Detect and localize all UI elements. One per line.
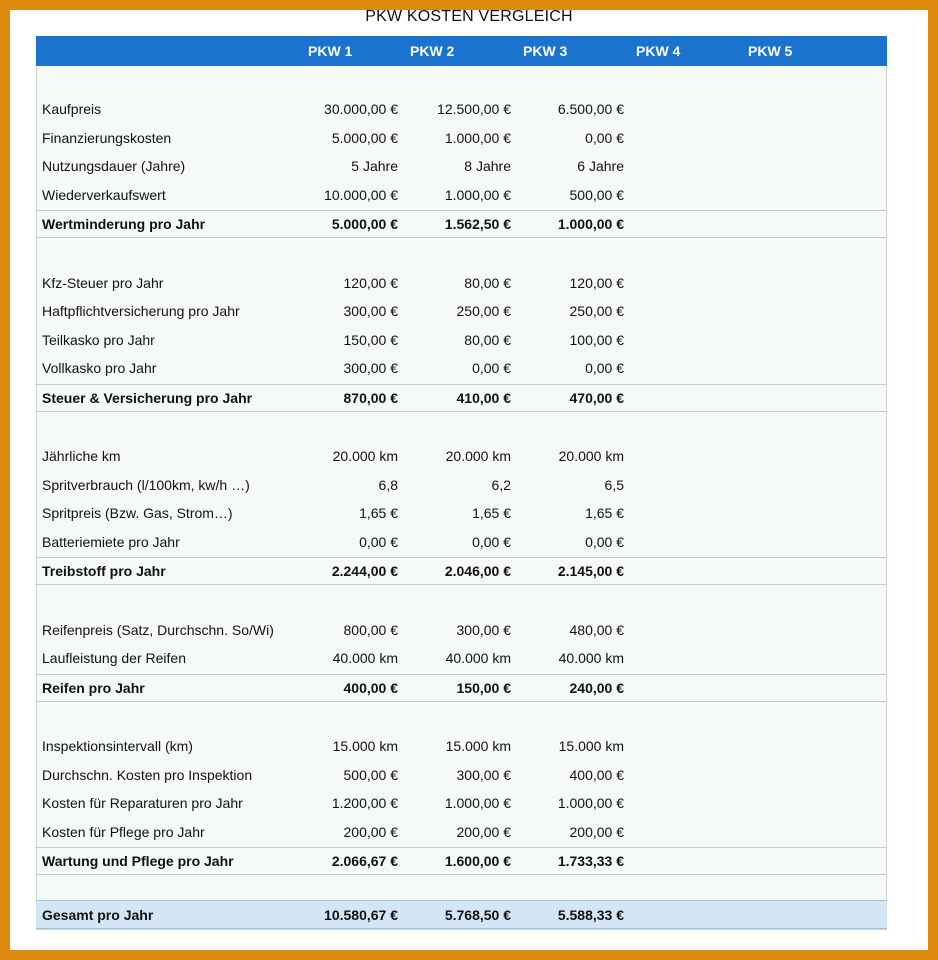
cell-pkw-3[interactable]: 2.145,00 € bbox=[557, 563, 624, 579]
row-label[interactable]: Wartung und Pflege pro Jahr bbox=[42, 853, 234, 869]
table-row bbox=[36, 471, 887, 499]
row-label[interactable]: Finanzierungskosten bbox=[42, 130, 172, 146]
cell-pkw-1[interactable]: 120,00 € bbox=[343, 275, 398, 291]
cell-pkw-1[interactable]: 5 Jahre bbox=[351, 158, 398, 174]
cell-pkw-1[interactable]: 6,8 bbox=[378, 477, 398, 493]
cell-pkw-3[interactable]: 250,00 € bbox=[569, 303, 624, 319]
cell-pkw-2[interactable]: 1.000,00 € bbox=[444, 187, 511, 203]
cell-pkw-1[interactable]: 5.000,00 € bbox=[331, 216, 398, 232]
cell-pkw-2[interactable]: 1.562,50 € bbox=[444, 216, 511, 232]
cell-pkw-1[interactable]: 10.000,00 € bbox=[324, 187, 398, 203]
cell-pkw-1[interactable]: 500,00 € bbox=[343, 767, 398, 783]
cell-pkw-1[interactable]: 300,00 € bbox=[343, 360, 398, 376]
cell-pkw-1[interactable]: 20.000 km bbox=[332, 448, 398, 464]
row-label[interactable]: Inspektionsintervall (km) bbox=[42, 738, 193, 754]
cell-pkw-1[interactable]: 0,00 € bbox=[359, 534, 398, 550]
table-row bbox=[36, 95, 887, 123]
table-row bbox=[36, 152, 887, 180]
cell-pkw-3[interactable]: 40.000 km bbox=[558, 650, 624, 666]
cell-pkw-2[interactable]: 1.000,00 € bbox=[444, 795, 511, 811]
cell-pkw-2[interactable]: 8 Jahre bbox=[464, 158, 511, 174]
cell-pkw-2[interactable]: 1.600,00 € bbox=[444, 853, 511, 869]
subtotal-row bbox=[36, 557, 887, 585]
table-row bbox=[36, 789, 887, 817]
page-title: PKW KOSTEN VERGLEICH bbox=[365, 8, 573, 25]
cell-pkw-3[interactable]: 20.000 km bbox=[558, 448, 624, 464]
column-header-pkw-1[interactable]: PKW 1 bbox=[308, 43, 353, 59]
cell-pkw-1[interactable]: 300,00 € bbox=[343, 303, 398, 319]
column-header-pkw-3[interactable]: PKW 3 bbox=[523, 43, 568, 59]
row-label[interactable]: Spritverbrauch (l/100km, kw/h …) bbox=[42, 477, 250, 493]
table-row bbox=[36, 354, 887, 382]
row-label[interactable]: Jährliche km bbox=[42, 448, 121, 464]
cell-pkw-3[interactable]: 5.588,33 € bbox=[557, 907, 624, 923]
cell-pkw-3[interactable]: 0,00 € bbox=[585, 534, 624, 550]
cell-pkw-2[interactable]: 200,00 € bbox=[456, 824, 511, 840]
cell-pkw-1[interactable]: 400,00 € bbox=[343, 680, 398, 696]
cell-pkw-1[interactable]: 200,00 € bbox=[343, 824, 398, 840]
cell-pkw-3[interactable]: 1,65 € bbox=[585, 505, 624, 521]
cell-pkw-1[interactable]: 40.000 km bbox=[332, 650, 398, 666]
cell-pkw-1[interactable]: 30.000,00 € bbox=[324, 101, 398, 117]
cell-pkw-1[interactable]: 2.244,00 € bbox=[331, 563, 398, 579]
table-row bbox=[36, 528, 887, 556]
cell-pkw-1[interactable]: 1.200,00 € bbox=[331, 795, 398, 811]
row-label[interactable]: Laufleistung der Reifen bbox=[42, 650, 186, 666]
table-row bbox=[36, 124, 887, 152]
table-row bbox=[36, 297, 887, 325]
cell-pkw-3[interactable]: 0,00 € bbox=[585, 360, 624, 376]
cell-pkw-2[interactable]: 80,00 € bbox=[464, 332, 511, 348]
cell-pkw-1[interactable]: 800,00 € bbox=[343, 622, 398, 638]
cell-pkw-2[interactable]: 20.000 km bbox=[445, 448, 511, 464]
row-label[interactable]: Gesamt pro Jahr bbox=[42, 907, 154, 923]
cell-pkw-2[interactable]: 80,00 € bbox=[464, 275, 511, 291]
cell-pkw-1[interactable]: 15.000 km bbox=[332, 738, 398, 754]
table-row bbox=[36, 326, 887, 354]
cell-pkw-1[interactable]: 10.580,67 € bbox=[324, 907, 398, 923]
cell-pkw-3[interactable]: 6.500,00 € bbox=[557, 101, 624, 117]
cell-pkw-1[interactable]: 1,65 € bbox=[359, 505, 398, 521]
cell-pkw-3[interactable]: 120,00 € bbox=[569, 275, 624, 291]
column-header-pkw-2[interactable]: PKW 2 bbox=[410, 43, 455, 59]
cell-pkw-2[interactable]: 2.046,00 € bbox=[444, 563, 511, 579]
row-label[interactable]: Durchschn. Kosten pro Inspektion bbox=[42, 767, 253, 783]
cell-pkw-1[interactable]: 150,00 € bbox=[343, 332, 398, 348]
cell-pkw-1[interactable]: 2.066,67 € bbox=[331, 853, 398, 869]
cell-pkw-1[interactable]: 5.000,00 € bbox=[331, 130, 398, 146]
table-header bbox=[36, 36, 887, 66]
cell-pkw-2[interactable]: 40.000 km bbox=[445, 650, 511, 666]
row-label[interactable]: Haftpflichtversicherung pro Jahr bbox=[42, 303, 240, 319]
table-row bbox=[36, 269, 887, 297]
table-row bbox=[36, 499, 887, 527]
cell-pkw-2[interactable]: 15.000 km bbox=[445, 738, 511, 754]
row-label[interactable]: Kosten für Reparaturen pro Jahr bbox=[42, 795, 243, 811]
column-header-pkw-4[interactable]: PKW 4 bbox=[636, 43, 681, 59]
row-label[interactable]: Kosten für Pflege pro Jahr bbox=[42, 824, 205, 840]
row-label[interactable]: Batteriemiete pro Jahr bbox=[42, 534, 180, 550]
table-row bbox=[36, 644, 887, 672]
subtotal-row bbox=[36, 210, 887, 238]
table-row bbox=[36, 616, 887, 644]
row-label[interactable]: Spritpreis (Bzw. Gas, Strom…) bbox=[42, 505, 233, 521]
row-label[interactable]: Treibstoff pro Jahr bbox=[42, 563, 166, 579]
cell-pkw-2[interactable]: 300,00 € bbox=[456, 767, 511, 783]
cell-pkw-2[interactable]: 6,2 bbox=[491, 477, 511, 493]
cell-pkw-2[interactable]: 410,00 € bbox=[456, 390, 511, 406]
cell-pkw-2[interactable]: 250,00 € bbox=[456, 303, 511, 319]
cell-pkw-2[interactable]: 150,00 € bbox=[456, 680, 511, 696]
cell-pkw-3[interactable]: 1.733,33 € bbox=[557, 853, 624, 869]
total-row bbox=[36, 900, 887, 929]
subtotal-row bbox=[36, 674, 887, 702]
cell-pkw-2[interactable]: 1,65 € bbox=[472, 505, 511, 521]
cell-pkw-2[interactable]: 300,00 € bbox=[456, 622, 511, 638]
row-label[interactable]: Wiederverkaufswert bbox=[42, 187, 166, 203]
table-row bbox=[36, 761, 887, 789]
cell-pkw-1[interactable]: 870,00 € bbox=[343, 390, 398, 406]
cell-pkw-3[interactable]: 0,00 € bbox=[585, 130, 624, 146]
subtotal-row bbox=[36, 847, 887, 875]
cell-pkw-3[interactable]: 6 Jahre bbox=[577, 158, 624, 174]
row-label[interactable]: Reifenpreis (Satz, Durchschn. So/Wi) bbox=[42, 622, 274, 638]
row-label[interactable]: Kfz-Steuer pro Jahr bbox=[42, 275, 164, 291]
table-row bbox=[36, 732, 887, 760]
column-header-pkw-5[interactable]: PKW 5 bbox=[748, 43, 793, 59]
cell-pkw-2[interactable]: 0,00 € bbox=[472, 534, 511, 550]
cell-pkw-3[interactable]: 480,00 € bbox=[569, 622, 624, 638]
row-label[interactable]: Steuer & Versicherung pro Jahr bbox=[42, 390, 253, 406]
row-label[interactable]: Vollkasko pro Jahr bbox=[42, 360, 157, 376]
row-label[interactable]: Teilkasko pro Jahr bbox=[42, 332, 155, 348]
row-label[interactable]: Nutzungsdauer (Jahre) bbox=[42, 158, 186, 174]
cell-pkw-3[interactable]: 500,00 € bbox=[569, 187, 624, 203]
cell-pkw-3[interactable]: 470,00 € bbox=[569, 390, 624, 406]
cell-pkw-2[interactable]: 5.768,50 € bbox=[444, 907, 511, 923]
cell-pkw-2[interactable]: 12.500,00 € bbox=[437, 101, 511, 117]
subtotal-row bbox=[36, 384, 887, 412]
table-row bbox=[36, 818, 887, 846]
row-label[interactable]: Reifen pro Jahr bbox=[42, 680, 145, 696]
cell-pkw-3[interactable]: 6,5 bbox=[604, 477, 624, 493]
cell-pkw-2[interactable]: 1.000,00 € bbox=[444, 130, 511, 146]
cell-pkw-3[interactable]: 240,00 € bbox=[569, 680, 624, 696]
cell-pkw-3[interactable]: 15.000 km bbox=[558, 738, 624, 754]
table-row bbox=[36, 442, 887, 470]
row-label[interactable]: Kaufpreis bbox=[42, 101, 102, 117]
row-label[interactable]: Wertminderung pro Jahr bbox=[42, 216, 206, 232]
cell-pkw-3[interactable]: 1.000,00 € bbox=[557, 216, 624, 232]
cell-pkw-3[interactable]: 1.000,00 € bbox=[557, 795, 624, 811]
cell-pkw-2[interactable]: 0,00 € bbox=[472, 360, 511, 376]
table-row bbox=[36, 181, 887, 209]
cell-pkw-3[interactable]: 100,00 € bbox=[569, 332, 624, 348]
cell-pkw-3[interactable]: 200,00 € bbox=[569, 824, 624, 840]
cell-pkw-3[interactable]: 400,00 € bbox=[569, 767, 624, 783]
